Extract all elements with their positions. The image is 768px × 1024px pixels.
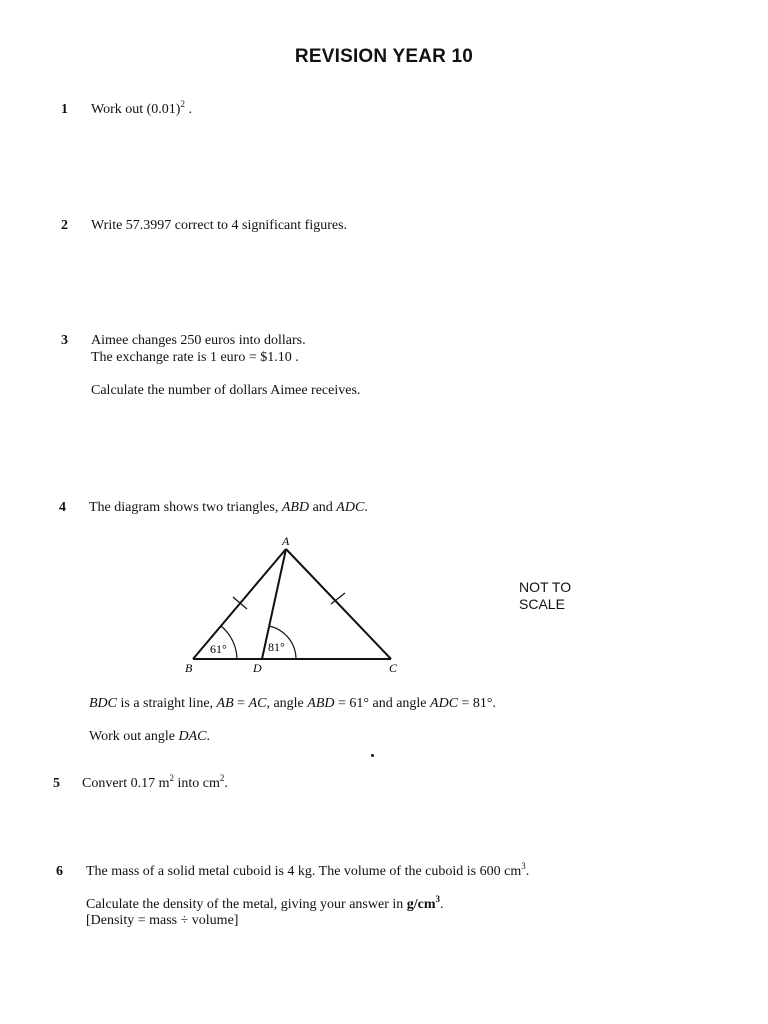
question-1-number: 1 <box>61 102 68 117</box>
q4-intro-abd: ABD <box>281 500 310 515</box>
q4-task-dac: DAC <box>178 729 207 744</box>
q4-given-adc: ADC <box>430 696 459 711</box>
q6-line2-text: Calculate the density of the metal, giving your answer in <box>86 897 407 912</box>
q6-line2-end: . <box>440 897 444 912</box>
q4-given-a: is a straight line, <box>117 696 217 711</box>
q5-text-a: Convert 0.17 m <box>82 776 170 791</box>
q6-line1-exp: 3 <box>521 861 526 871</box>
question-2-text: Write 57.3997 correct to 4 significant figures. <box>91 218 348 233</box>
question-5-number: 5 <box>53 776 60 791</box>
not-to-scale-line-2: SCALE <box>519 596 565 612</box>
q4-intro-text: The diagram shows two triangles, <box>89 500 282 515</box>
question-3-number: 3 <box>61 333 68 348</box>
q1-tail: . <box>184 102 192 117</box>
q6-line2-unit: g/cm <box>406 897 436 912</box>
q6-line2-exp: 3 <box>435 894 441 904</box>
page-title: REVISION YEAR 10 <box>294 46 474 67</box>
q1-base: Work out (0.01) <box>91 102 181 117</box>
q5-text-b: into cm <box>174 776 220 791</box>
q5-text-c: . <box>224 776 228 791</box>
question-3-line-3: Calculate the number of dollars Aimee receives. <box>91 383 361 398</box>
question-6-line-2 <box>86 894 444 913</box>
question-6-line-3: [Density = mass ÷ volume] <box>86 913 239 928</box>
q4-given-ac: AC <box>248 696 267 711</box>
question-5-text <box>82 773 228 792</box>
q4-task-end: . <box>206 729 210 744</box>
label-c: C <box>389 661 398 675</box>
angle-label-abd: 61° <box>210 642 227 656</box>
question-6-line-1 <box>86 861 530 880</box>
question-3-line-1: Aimee changes 250 euros into dollars. <box>91 333 306 348</box>
label-d: D <box>253 661 262 675</box>
q4-given-d: = 81°. <box>458 696 497 711</box>
angle-label-adc: 81° <box>268 640 285 654</box>
q4-given-c: = 61° and angle <box>334 696 431 711</box>
not-to-scale-line-1: NOT TO <box>519 579 572 595</box>
label-a: A <box>282 534 290 548</box>
q4-given-ab: AB <box>216 696 234 711</box>
q4-given-bdc: BDC <box>89 696 117 711</box>
q6-line1-end: . <box>525 864 530 879</box>
q4-given-b: , angle <box>266 696 308 711</box>
side-ac <box>286 549 391 659</box>
q6-line1-text: The mass of a solid metal cuboid is 4 kg. The volume of the cuboid is 600 cm <box>86 864 522 879</box>
question-3-line-2: The exchange rate is 1 euro = $1.10 . <box>91 350 299 365</box>
q5-exp-2: 2 <box>219 773 225 783</box>
q4-task-text: Work out angle <box>89 729 179 744</box>
question-6-number: 6 <box>56 864 63 879</box>
q4-intro-end: . <box>364 500 368 515</box>
q4-given-abd: ABD <box>307 696 335 711</box>
question-4-number: 4 <box>59 500 66 515</box>
question-2-number: 2 <box>61 218 68 233</box>
stray-dot <box>371 754 374 757</box>
q4-intro-and: and <box>309 500 337 515</box>
question-4-given <box>89 696 496 712</box>
not-to-scale-note <box>519 579 571 613</box>
q4-intro-adc: ADC <box>336 500 365 515</box>
q4-given-eq: = <box>233 696 249 711</box>
q5-exp-1: 2 <box>169 773 174 783</box>
q1-exponent: 2 <box>180 99 185 109</box>
label-b: B <box>185 661 193 675</box>
question-4-task <box>89 729 210 745</box>
